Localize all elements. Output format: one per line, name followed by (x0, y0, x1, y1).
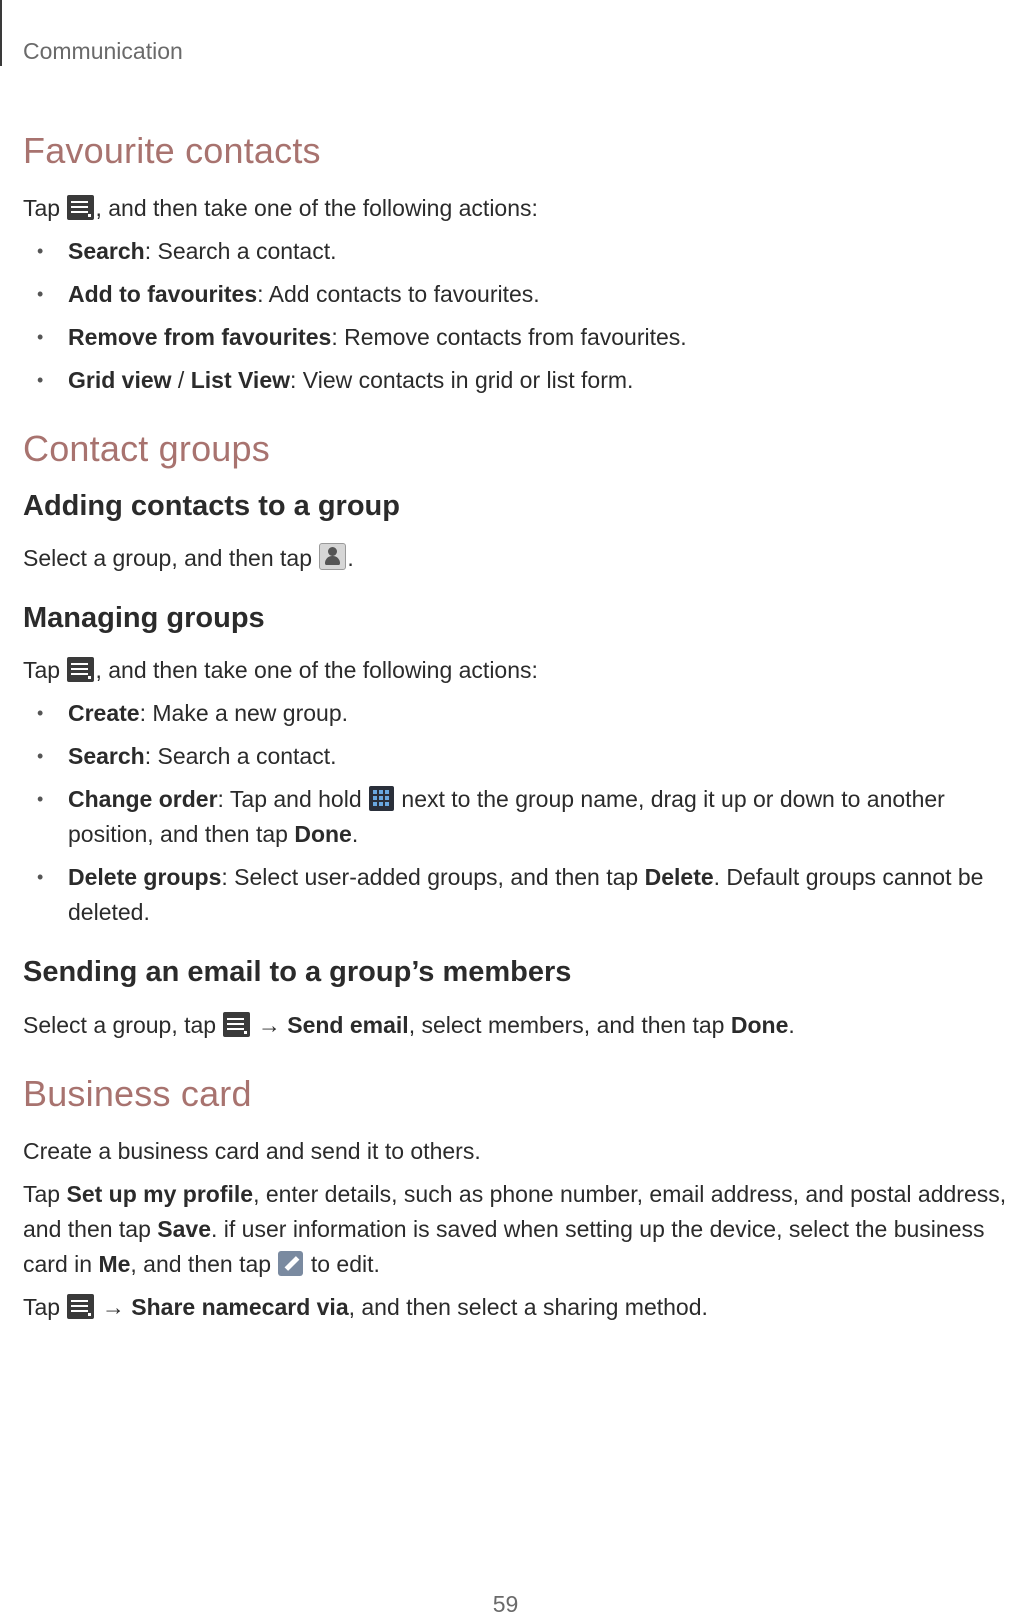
section-favourite-contacts (23, 130, 1008, 398)
menu-icon (67, 195, 94, 220)
heading-sending-email: Sending an email to a group’s members (23, 956, 572, 989)
business-card-setup: Tap Set up my profile, enter details, such as phone number, email address, and postal address, and then tap Save. if user information is saved when setting up the device, select the business card in Me, and then tap to edit. (23, 1181, 1007, 1278)
list-item: • Search: Search a contact. (23, 234, 1008, 269)
page-content (23, 130, 1008, 1355)
bullet-icon: • (37, 746, 44, 767)
bullet-icon: • (37, 789, 44, 810)
adding-text: Select a group, and then tap . (23, 545, 354, 572)
bullet-icon: • (37, 241, 44, 262)
list-item: • Grid view / List View: View contacts in grid or list form. (23, 363, 1008, 398)
header-rule (0, 0, 2, 66)
business-card-intro: Create a business card and send it to others. (23, 1138, 481, 1165)
bullet-icon: • (37, 327, 44, 348)
menu-icon (67, 1294, 94, 1319)
list-item: • Remove from favourites: Remove contacts from favourites. (23, 320, 1008, 355)
section-contact-groups (23, 428, 1008, 1042)
running-title: Communication (23, 38, 183, 64)
drag-handle-icon (369, 786, 394, 811)
subsection-adding-contacts (23, 490, 1008, 576)
bullet-icon: • (37, 284, 44, 305)
heading-adding-contacts: Adding contacts to a group (23, 489, 400, 522)
bullet-icon: • (37, 867, 44, 888)
sending-text: Select a group, tap → Send email, select members, and then tap Done. (23, 1011, 795, 1038)
list-item: • Delete groups: Select user-added groups, and then tap Delete. Default groups cannot be deleted. (23, 860, 1008, 930)
managing-actions-list (23, 696, 1008, 930)
heading-business-card: Business card (23, 1072, 252, 1114)
subsection-sending-email (23, 956, 1008, 1042)
heading-managing-groups: Managing groups (23, 602, 265, 635)
add-member-icon (319, 543, 346, 570)
favourites-actions-list (23, 234, 1008, 398)
heading-contact-groups: Contact groups (23, 428, 270, 470)
list-item: • Add to favourites: Add contacts to favourites. (23, 277, 1008, 312)
business-card-share: Tap → Share namecard via, and then select a sharing method. (23, 1294, 708, 1321)
page-number: 59 (492, 1591, 519, 1617)
heading-favourite-contacts: Favourite contacts (23, 130, 321, 171)
list-item: • Create: Make a new group. (23, 696, 1008, 731)
list-item: • Change order: Tap and hold next to the group name, drag it up or down to another position, and then tap Done. (23, 782, 1008, 852)
subsection-managing-groups (23, 602, 1008, 930)
bullet-icon: • (37, 370, 44, 391)
favourites-intro: Tap , and then take one of the following actions: (23, 195, 538, 222)
managing-intro: Tap , and then take one of the following actions: (23, 657, 538, 684)
menu-icon (223, 1012, 250, 1037)
bullet-icon: • (37, 703, 44, 724)
list-item: • Search: Search a contact. (23, 739, 1008, 774)
menu-icon (67, 657, 94, 682)
section-business-card (23, 1073, 1008, 1325)
edit-icon (278, 1251, 303, 1276)
